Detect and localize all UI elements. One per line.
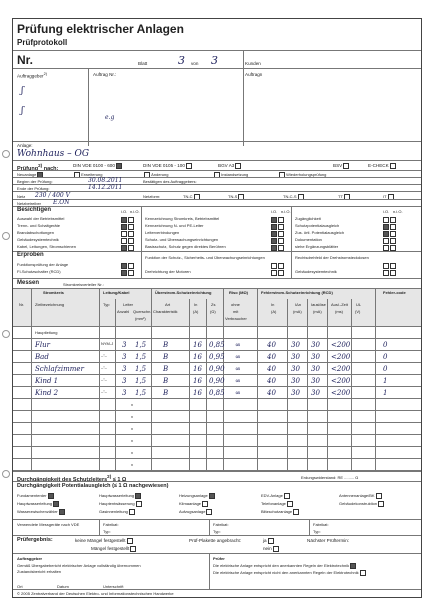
th-art: Art (165, 302, 171, 307)
empty-row-x: x (131, 438, 133, 443)
ort-label: Ort (17, 584, 23, 589)
cell-idn[interactable]: 30 (291, 353, 300, 361)
cell-in[interactable]: 16 (193, 341, 202, 349)
th-ohne: ohne (231, 302, 240, 307)
erproben-item: Gebäudesystemtechnik (295, 269, 337, 274)
cell-zs[interactable]: 0,90 (209, 365, 225, 373)
io-header: i.O. (383, 209, 390, 214)
typ-label-3: Typ: (313, 529, 321, 534)
checkbox-column[interactable] (382, 216, 396, 251)
netzform-label: Netzform: (143, 194, 161, 199)
cell-riso[interactable]: ∞ (235, 365, 241, 373)
neuanlage-option[interactable]: Neuanlage (17, 172, 43, 178)
th-idn: IΔn (295, 302, 302, 307)
verteiler-label: Stromkreisverteiler Nr.: (63, 282, 104, 287)
th-querschnitt: Querschn. (133, 309, 152, 314)
potential-item[interactable]: EDV-Anlage (261, 493, 290, 499)
ende-value[interactable]: 14.12.2011 (88, 184, 123, 191)
potential-item[interactable]: Hauptentwässerung (99, 501, 142, 507)
netzbetreiber-value[interactable]: E.ON (53, 199, 70, 206)
checkbox-column[interactable] (120, 262, 134, 276)
potential-title: Durchgängigkeit Potentialausgleich (≤ 1 Ω nachgewiesen) (17, 483, 169, 489)
netz-value[interactable]: 230 / 400 V (35, 192, 70, 199)
besichtigen-item: Leiterverbindungen (145, 230, 180, 235)
cell-anzahl[interactable]: 3 (122, 365, 127, 373)
potential-item[interactable]: Fundamenterder (17, 493, 54, 499)
tnc-option[interactable]: TN-C (183, 194, 200, 200)
unterschrift-label: Unterschrift (103, 584, 124, 589)
checkbox-column[interactable] (120, 216, 134, 251)
cell-in[interactable]: 16 (193, 389, 202, 397)
pruefer-text-2[interactable]: Die elektrische Anlage entspricht nicht den anerkannten Regeln der Elektrotechnik (213, 570, 366, 576)
th-quer-unit: (mm²) (135, 316, 146, 321)
ergebnis-label: Prüfergebnis: (17, 537, 53, 543)
beginn-value[interactable]: 30.08.2011 (88, 177, 123, 184)
cell-code[interactable]: 0 (383, 341, 388, 349)
cell-ziel[interactable]: Flur (35, 341, 50, 349)
ende-label: Ende der Prüfung: (17, 186, 50, 191)
tns-option[interactable]: TN-S (228, 194, 244, 200)
nio-header: n.i.O. (393, 209, 403, 214)
cell-riso[interactable]: ∞ (235, 377, 241, 385)
wiederholung-option[interactable]: Wiederholungsprüfung (278, 172, 326, 178)
th-ausl-zeit: Ausl.-Zeit (331, 302, 348, 307)
th-idn-unit: (mA) (293, 309, 302, 314)
auftraggeber-label: Auftraggeber$^{2)}$ (17, 72, 47, 79)
side-note: e.g (105, 114, 115, 121)
cell-zeit[interactable]: <200 (331, 377, 351, 385)
io-header: i.O. (271, 209, 278, 214)
th-ausl: Iauslöse (311, 302, 326, 307)
cell-art[interactable]: B (163, 389, 169, 397)
potential-item[interactable]: Heizungsanlage (179, 493, 215, 499)
tt-option[interactable]: TT (338, 194, 350, 200)
datum-label: Datum (57, 584, 69, 589)
handwritten-mark: ʃ (21, 86, 24, 96)
form-subtitle: Prüfprotokoll (17, 38, 68, 47)
messgeraete-label: Verwendete Messgeräte nach VDE (17, 522, 80, 527)
th-ziel: Zielbezeichnung (35, 302, 65, 307)
empty-row-x: x (131, 462, 133, 467)
th-typ: Typ (103, 302, 110, 307)
erproben-title: Erproben (17, 252, 44, 258)
blatt-value[interactable]: 3 (178, 54, 185, 67)
anlage-label: Anlage: (17, 143, 33, 148)
cell-zs[interactable]: 0,85 (209, 389, 225, 397)
von-label: von (191, 61, 199, 66)
cell-typ[interactable]: –"– (101, 353, 107, 358)
netz-label: Netz (17, 194, 26, 199)
cell-zs[interactable]: 0,85 (209, 341, 225, 349)
pruefer-text-1[interactable]: Die elektrische Anlage entspricht den anerkannten Regeln der Elektrotechnik (213, 563, 356, 569)
th-stromkreis: Stromkreis (43, 290, 64, 295)
cell-rcd_in[interactable]: 40 (267, 377, 276, 385)
instandsetzung-option[interactable]: Instandsetzung (213, 172, 248, 178)
nio-header: n.i.O. (281, 209, 291, 214)
auftrag-nr-label: Auftrag Nr.: (93, 72, 117, 77)
punch-hole (2, 232, 10, 240)
empty-row-x: x (131, 402, 133, 407)
fabrikat-label-1: Fabrikat: (103, 522, 119, 527)
cell-riso[interactable]: ∞ (235, 389, 241, 397)
cell-rcd_in[interactable]: 40 (267, 353, 276, 361)
auftraggeber-footer-title: Auftraggeber (17, 556, 43, 561)
bsv-option[interactable]: BSV (333, 163, 349, 169)
cell-art[interactable]: B (163, 353, 169, 361)
blatt-label: Blatt (138, 61, 148, 66)
cell-typ[interactable]: –"– (101, 389, 107, 394)
th-ueberstrom: Überstrom-Schutzeinrichtung (155, 290, 212, 295)
auftraggeber-text: Gemäß Übergabebericht elektrischer Anlage vollständig übernommen (17, 563, 141, 568)
th-charakteristik: Charakteristik (153, 309, 178, 314)
cell-idn[interactable]: 30 (291, 389, 300, 397)
cell-code[interactable]: 1 (383, 377, 388, 385)
besichtigen-item: Zugänglichkeit (295, 216, 321, 221)
cell-idn[interactable]: 30 (291, 377, 300, 385)
maengel-option[interactable]: Mängel festgestellt (91, 546, 136, 552)
erproben-item: Rechtsdrehfeld der Drehstromsteckdosen (295, 255, 369, 260)
besichtigen-title: Besichtigen (17, 207, 52, 213)
besichtigen-item: Kennzeichnung Stromkreis, Betriebsmittel (145, 216, 220, 221)
hauptleitung-label: Hauptleitung (35, 330, 58, 335)
inspection-form (12, 18, 422, 598)
cell-riso[interactable]: ∞ (235, 341, 241, 349)
cell-idn[interactable]: 30 (291, 365, 300, 373)
cell-anzahl[interactable]: 3 (122, 389, 127, 397)
punch-hole (2, 470, 10, 478)
cell-zeit[interactable]: <200 (331, 353, 351, 361)
th-mit: mit (233, 309, 239, 314)
besichtigen-item: Dokumentation (295, 237, 322, 242)
table-header-bg (13, 289, 421, 326)
pruefer-title: Prüfer (213, 556, 225, 561)
cell-ausl[interactable]: 30 (311, 341, 320, 349)
bgv-option[interactable]: BGV A3 (218, 163, 241, 169)
netzbetreiber-label: Netzbetreiber (17, 201, 42, 206)
cell-ausl[interactable]: 30 (311, 377, 320, 385)
aenderung-option[interactable]: Änderung (143, 172, 168, 178)
besichtigen-item: Kabel, Leitungen, Stromschienen (17, 244, 76, 249)
potential-item[interactable]: Gebäudekonstruktion (339, 501, 384, 507)
fabrikat-label-3: Fabrikat: (313, 522, 329, 527)
cell-rcd_in[interactable]: 40 (267, 341, 276, 349)
anlage-value[interactable]: Wohnhaus – OG (17, 149, 90, 159)
cell-code[interactable]: 1 (383, 389, 388, 397)
besichtigen-item: Schutzpotentialausgleich (295, 223, 340, 228)
potential-item[interactable]: Hauptwasserleitung (99, 493, 141, 499)
th-leitung: Leitung/Kabel (103, 290, 130, 295)
cell-quer[interactable]: 1,5 (135, 377, 147, 385)
th-rcd: Fehlerstrom-Schutzeinrichtung (RCD) (261, 290, 333, 295)
besichtigen-item: Kennzeichnung N- und PE-Leiter (145, 223, 204, 228)
nr-label: Nr. (17, 53, 34, 67)
cell-ausl[interactable]: 30 (311, 389, 320, 397)
th-in-unit: (A) (193, 309, 199, 314)
th-in: In (194, 302, 198, 307)
echeck-option[interactable]: E-CHECK (368, 163, 396, 169)
cell-anzahl[interactable]: 3 (122, 341, 127, 349)
nio-header: n.i.O. (130, 209, 140, 214)
potential-item[interactable]: Klimaanlage (179, 501, 208, 507)
cell-in[interactable]: 16 (193, 353, 202, 361)
din-600-option[interactable]: DIN VDE 0100 - 600 (73, 163, 122, 169)
cell-ziel[interactable]: Kind 1 (35, 377, 59, 385)
besichtigen-item: Auswahl der Betriebsmittel (17, 216, 65, 221)
th-rcd-in: In (271, 302, 275, 307)
din-105-option[interactable]: DIN VDE 0105 - 100 (143, 163, 192, 169)
besichtigen-item: siehe Ergänzungsblätter (295, 244, 339, 249)
th-ul: UL (356, 302, 362, 307)
cell-idn[interactable]: 30 (291, 341, 300, 349)
cell-code[interactable]: 0 (383, 353, 388, 361)
potential-item[interactable]: Telefonanlage (261, 501, 293, 507)
cell-art[interactable]: B (163, 341, 169, 349)
cell-art[interactable]: B (163, 377, 169, 385)
typ-label-2: Typ: (213, 529, 221, 534)
bestaetigen-label: Bestätigen des Auftraggebers: (143, 179, 197, 184)
punch-hole (2, 150, 10, 158)
cell-rcd_in[interactable]: 40 (267, 365, 276, 373)
th-verbraucher: Verbraucher (225, 316, 247, 321)
erdungs-label: Erdungswiderstand: RE ......... Ω (301, 475, 359, 480)
checkbox-column[interactable] (382, 262, 396, 276)
th-riso: Riso (MΩ) (229, 290, 248, 295)
cell-typ[interactable]: –"– (101, 365, 107, 370)
tncs-option[interactable]: TN-C-S (283, 194, 304, 200)
cell-ausl[interactable]: 30 (311, 353, 320, 361)
th-v: (V) (355, 309, 361, 314)
cell-quer[interactable]: 1,5 (135, 389, 147, 397)
typ-label-1: Typ: (103, 529, 111, 534)
potential-item[interactable]: Hauptwasserleitung (17, 501, 59, 507)
potential-item[interactable]: Aufzugsanlage (179, 509, 212, 515)
potential-item[interactable]: Blitzschutzanlage (261, 509, 299, 515)
besichtigen-item: Zus. örtl. Potentialausgleich (295, 230, 345, 235)
potential-item[interactable]: Gasinnenleitung (99, 509, 135, 515)
cell-quer[interactable]: 1,5 (135, 341, 147, 349)
th-rcd-in-unit: (A) (271, 309, 277, 314)
cell-ziel[interactable]: Schlafzimmer (35, 365, 84, 373)
th-anzahl: Anzahl (117, 309, 130, 314)
empty-row-x: x (131, 414, 133, 419)
cell-riso[interactable]: ∞ (235, 353, 241, 361)
pruefung-label: Prüfung$^{2)}$ nach: (17, 163, 59, 172)
potential-item[interactable]: Wasserzwischenzähler (17, 509, 65, 515)
cell-anzahl[interactable]: 3 (122, 353, 127, 361)
checkbox-column[interactable] (270, 216, 284, 251)
cell-rcd_in[interactable]: 40 (267, 389, 276, 397)
von-value[interactable]: 3 (211, 54, 218, 67)
cell-art[interactable]: B (163, 365, 169, 373)
erproben-item: Drehrichtung der Motoren (145, 269, 191, 274)
besichtigen-item: Basisschutz, Schutz gegen direktes Berühren (145, 244, 226, 249)
th-zs-unit: (Ω) (210, 309, 216, 314)
erweiterung-option[interactable]: Erweiterung (73, 172, 102, 178)
th-ms: (ms) (335, 309, 343, 314)
th-nr: Nr. (19, 302, 25, 307)
messen-title: Messen (17, 280, 40, 286)
cell-quer[interactable]: 1,5 (135, 353, 147, 361)
besichtigen-item: Brandabschottungen (17, 230, 54, 235)
besichtigen-item: Gebäudesystemtechnik (17, 237, 59, 242)
cell-typ[interactable]: –"– (101, 377, 107, 382)
cell-anzahl[interactable]: 3 (122, 377, 127, 385)
cell-code[interactable]: 0 (383, 365, 388, 373)
cell-zeit[interactable]: <200 (331, 365, 351, 373)
cell-quer[interactable]: 1,5 (135, 365, 147, 373)
empty-row-x: x (131, 450, 133, 455)
punch-hole (2, 330, 10, 338)
io-header: i.O. (121, 209, 128, 214)
keine-maengel-option[interactable]: keine Mängel festgestellt (75, 538, 133, 544)
handwritten-mark: ʃ (21, 106, 24, 116)
cell-ziel[interactable]: Bad (35, 353, 49, 361)
plakette-label: Prüf-Plakette angebracht: (189, 538, 242, 543)
kunden-label: Kunden (245, 61, 261, 66)
cell-zeit[interactable]: <200 (331, 341, 351, 349)
erproben-item: Funktion der Schutz-, Sicherheits- und Überwachungseinrichtungen (145, 255, 265, 260)
cell-zs[interactable]: 0,95 (209, 353, 225, 361)
th-zs: Zs (211, 302, 216, 307)
auftragn-label: Auftragn (245, 72, 263, 77)
it-option[interactable]: IT (383, 194, 394, 200)
cell-zeit[interactable]: <200 (331, 389, 351, 397)
th-ausl-unit: (mA) (313, 309, 322, 314)
cell-ausl[interactable]: 30 (311, 365, 320, 373)
th-leiter: Leiter (123, 302, 134, 307)
besichtigen-item: Trenn- und Schaltgeräte (17, 223, 60, 228)
cell-in[interactable]: 16 (193, 377, 202, 385)
zustand-text: Zustandsbericht erhalten (17, 569, 62, 574)
erproben-item: Funktionsprüfung der Anlage (17, 262, 69, 267)
th-fehlercode: Fehler-code (383, 290, 406, 295)
erproben-item: FI-Schutzschalter (RCD) (17, 269, 61, 274)
copyright: © 2005 Zentralverband der Deutschen Elektro- und Informationstechnischen Handwerke (17, 591, 174, 596)
cell-zs[interactable]: 0,90 (209, 377, 225, 385)
form-title: Prüfung elektrischer Anlagen (17, 22, 184, 36)
beginn-label: Beginn der Prüfung: (17, 179, 53, 184)
fabrikat-label-2: Fabrikat: (213, 522, 229, 527)
cell-in[interactable]: 16 (193, 365, 202, 373)
durchgaengigkeit-label: Durchgängigkeit des Schutzleiters$^{2)}$ ≤ 1 Ω (17, 474, 127, 483)
naechster-label: Nächster Prüftermin: (307, 538, 350, 543)
potential-item[interactable]: Antennenanlage/BK (339, 493, 382, 499)
empty-row-x: x (131, 426, 133, 431)
cell-ziel[interactable]: Kind 2 (35, 389, 59, 397)
plakette-ja[interactable]: ja (263, 538, 274, 544)
checkbox-column[interactable] (270, 262, 284, 276)
plakette-nein[interactable]: nein (263, 546, 279, 552)
besichtigen-item: Schutz- und Überwachungseinrichtungen (145, 237, 219, 242)
cell-typ[interactable]: NYM-J (101, 341, 114, 346)
